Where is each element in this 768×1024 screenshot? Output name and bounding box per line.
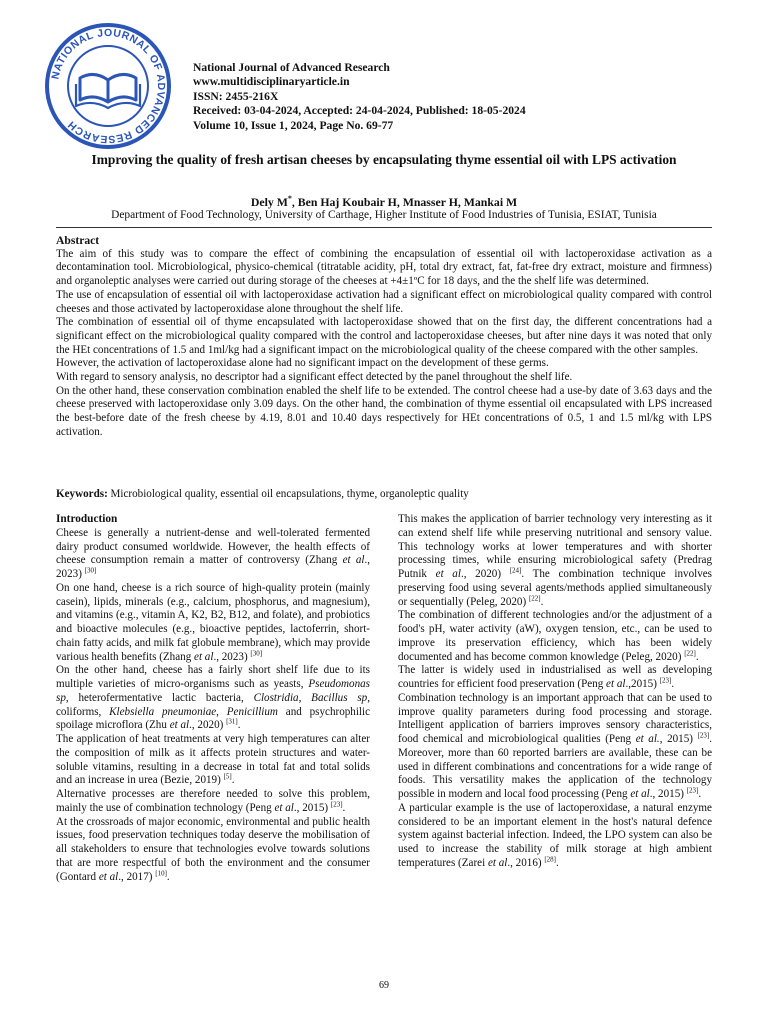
citation[interactable]: [23] [686, 786, 699, 795]
logo-ring-text: NATIONAL JOURNAL OF ADVANCED RESEARCH [49, 26, 168, 146]
introduction-heading: Introduction [56, 513, 118, 525]
body-paragraph: The combination of different technologies and/or the adjustment of a food's pH, water activity (aW), oxygen tension, etc., can be used to improve its preservation efficiency, which has been widely documented and has become common knowledge (Peleg, 2020) [22]. [398, 609, 712, 663]
article-authors [0, 194, 768, 210]
body-paragraph: Combination technology is an important approach that can be used to improve quality parameters during food processing and storage. Intelligent application of barriers improves sensory characteristics, food chemical and microbiological qualities (Peng et al., 2015) [23]. Moreover, more than 60 reported barriers are available, these can be used in different combinations and concentrations for a wide range of foods. This versatility makes the application of the technology possible in modern and local food processing (Peng et al., 2015) [23]. [398, 691, 713, 800]
keywords-text: Microbiological quality, essential oil encapsulations, thyme, organoleptic quality [107, 488, 469, 500]
abstract-paragraph: On the other hand, these conservation combination enabled the shelf life to be extended. The control cheese had a use-by date of 3.63 days and the cheese preserved with lactoperoxidase only 3.09 days. On the other hand, the combination of thyme essential oil encapsulated with LPS increased the best-before date of the fresh cheese by 4.19, 8.01 and 10.40 days respectively for HEt concentrations of 0.5, 1 and 1.5 ml/kg with LPS activation. [56, 384, 712, 438]
first-author: Dely M [250, 194, 288, 209]
body-paragraph: The latter is widely used in industrialised as well as developing countries for efficient food preservation (Peng et al.,2015) [23]. [398, 664, 712, 690]
citation[interactable]: [30] [84, 566, 97, 575]
body-paragraph: A particular example is the use of lactoperoxidase, a natural enzyme considered to be an important element in the host's natural defence system against bacterial infection. Indeed, the LPO system can also be used to increase the stability of milk storage at high ambient temperatures (Zarei et al., 2016) [28]. [398, 801, 712, 869]
citation[interactable]: [10] [155, 868, 167, 877]
page-number: 69 [379, 980, 389, 991]
body-paragraph: On the other hand, cheese has a fairly short shelf life due to its multiple varieties of micro-organisms such as yeasts, Pseudomonas sp, heterofermentative lactic bacteria, Clostridia, Bacillus sp, coliforms, Klebsiella pneumoniae, Penicillium and psychrophilic spoilage microflora (Zhu et al., 2020) [31]. [56, 664, 371, 732]
abstract-paragraph: The aim of this study was to compare the effect of combining the encapsulation of essential oil with lactoperoxidase activation as a decontamination tool. Microbiological, physico-chemical (titratable acidity, pH, total dry extract, fat, fat-free dry extract, moisture and firmness) and organoleptic analyses were carried out during storage of the cheeses at +4±1ºC for 18 days, and the the shelf life was determined. [56, 247, 712, 288]
other-authors: , Ben Haj Koubair H, Mnasser H, Mankai M [291, 194, 518, 209]
journal-name: National Journal of Advanced Research [193, 61, 390, 74]
citation[interactable]: [22] [684, 648, 696, 657]
body-paragraph: On one hand, cheese is a rich source of high-quality protein (mainly casein), lipids, minerals (e.g., calcium, phosphorus, and magnesium), and vitamins (e.g., vitamin A, K2, B2, B12, and folate), and probiotics and bioactive molecules (e.g., bioactive peptides, lactoferrin, short-chain fatty acids, and milk fat globule membrane), which may provide various health benefits (Zhang et al., 2023) [30] [56, 581, 370, 663]
corresponding-mark: * [287, 194, 292, 203]
article-title: Improving the quality of fresh artisan cheeses by encapsulating thyme essential oil with LPS activation [91, 152, 677, 167]
abstract-paragraph: The combination of essential oil of thyme encapsulated with lactoperoxidase showed that on the first day, the different concentrations had a significant effect on the microbiological quality compared with the control and lactoperoxidase cheeses, but after nine days it was noted that only the HEt concentrations of 1.5 and 1ml/kg had a significant impact on the microbiological quality of the cheese compared with the other samples. [56, 316, 712, 356]
book-icon [76, 74, 140, 108]
journal-logo [42, 20, 174, 152]
abstract-paragraph: However, the activation of lactoperoxidase alone had no significant impact on the development of these germs. [56, 357, 549, 370]
keywords [56, 487, 712, 501]
body-paragraph: Cheese is generally a nutrient-dense and well-tolerated fermented dairy product consumed worldwide. However, the health effects of cheese consumption remain a matter of controversy (Zhang et al., 2023) [30] [56, 526, 370, 580]
journal-dates: Received: 03-04-2024, Accepted: 24-04-2024, Published: 18-05-2024 [193, 104, 526, 118]
citation[interactable]: [24] [509, 566, 522, 575]
citation[interactable]: [28] [544, 855, 557, 864]
author-affiliation: Department of Food Technology, University of Carthage, Higher Institute of Food Industries of Tunisia, ESIAT, Tunisia [111, 209, 657, 221]
citation[interactable]: [30] [250, 648, 263, 657]
abstract-section [56, 234, 712, 440]
abstract-paragraph: The use of encapsulation of essential oil with lactoperoxidase activation had a significant effect on microbiological quality compared with control cheeses and those activated by lactoperoxidase alone throughout the shelf life. [56, 288, 712, 315]
citation[interactable]: [23] [330, 800, 343, 809]
citation[interactable]: [31] [226, 717, 238, 726]
left-column [56, 513, 370, 884]
abstract-paragraph: With regard to sensory analysis, no descriptor had a significant effect detected by the panel throughout the shelf life. [56, 371, 573, 384]
citation[interactable]: [5] [223, 772, 232, 781]
journal-volume: Volume 10, Issue 1, 2024, Page No. 69-77 [193, 118, 394, 132]
body-paragraph: This makes the application of barrier technology very interesting as it can extend shelf life while preserving nutritional and sensory value. This technology works at lower temperatures and with shorter processing times, while ensuring microbiological safety (Predrag Putnik et al., 2020) [24]. The combination technique involves preserving food using several agents/methods applied simultaneously or sequentially (Peleg, 2020) [22]. [398, 513, 712, 608]
citation[interactable]: [22] [528, 593, 541, 602]
body-paragraph: Alternative processes are therefore needed to solve this problem, mainly the use of combination technology (Peng et al., 2015) [23]. [56, 788, 370, 814]
keywords-label: Keywords: [56, 488, 108, 500]
journal-info [193, 61, 526, 133]
journal-issn: ISSN: 2455-216X [193, 89, 279, 103]
body-paragraph: The application of heat treatments at very high temperatures can alter the composition of milk as it affects protein structures and water-soluble vitamins, resulting in a decrease in total fat and total solids and an increase in urea (Bezie, 2019) [5]. [56, 733, 370, 787]
body-paragraph: At the crossroads of major economic, environmental and public health issues, food preservation techniques today deserve the mobilisation of all stakeholders to ensure that technologies evolve towards solutions that are more respectful of both the environment and the consumer (Gontard et al., 2017) [10]. [56, 815, 370, 883]
citation[interactable]: [23] [697, 731, 710, 740]
journal-header [42, 18, 732, 146]
citation[interactable]: [23] [659, 676, 672, 685]
journal-website[interactable]: www.multidisciplinaryarticle.in [193, 75, 350, 89]
abstract-heading: Abstract [56, 234, 100, 247]
right-column [398, 513, 712, 871]
header-divider [56, 227, 712, 228]
